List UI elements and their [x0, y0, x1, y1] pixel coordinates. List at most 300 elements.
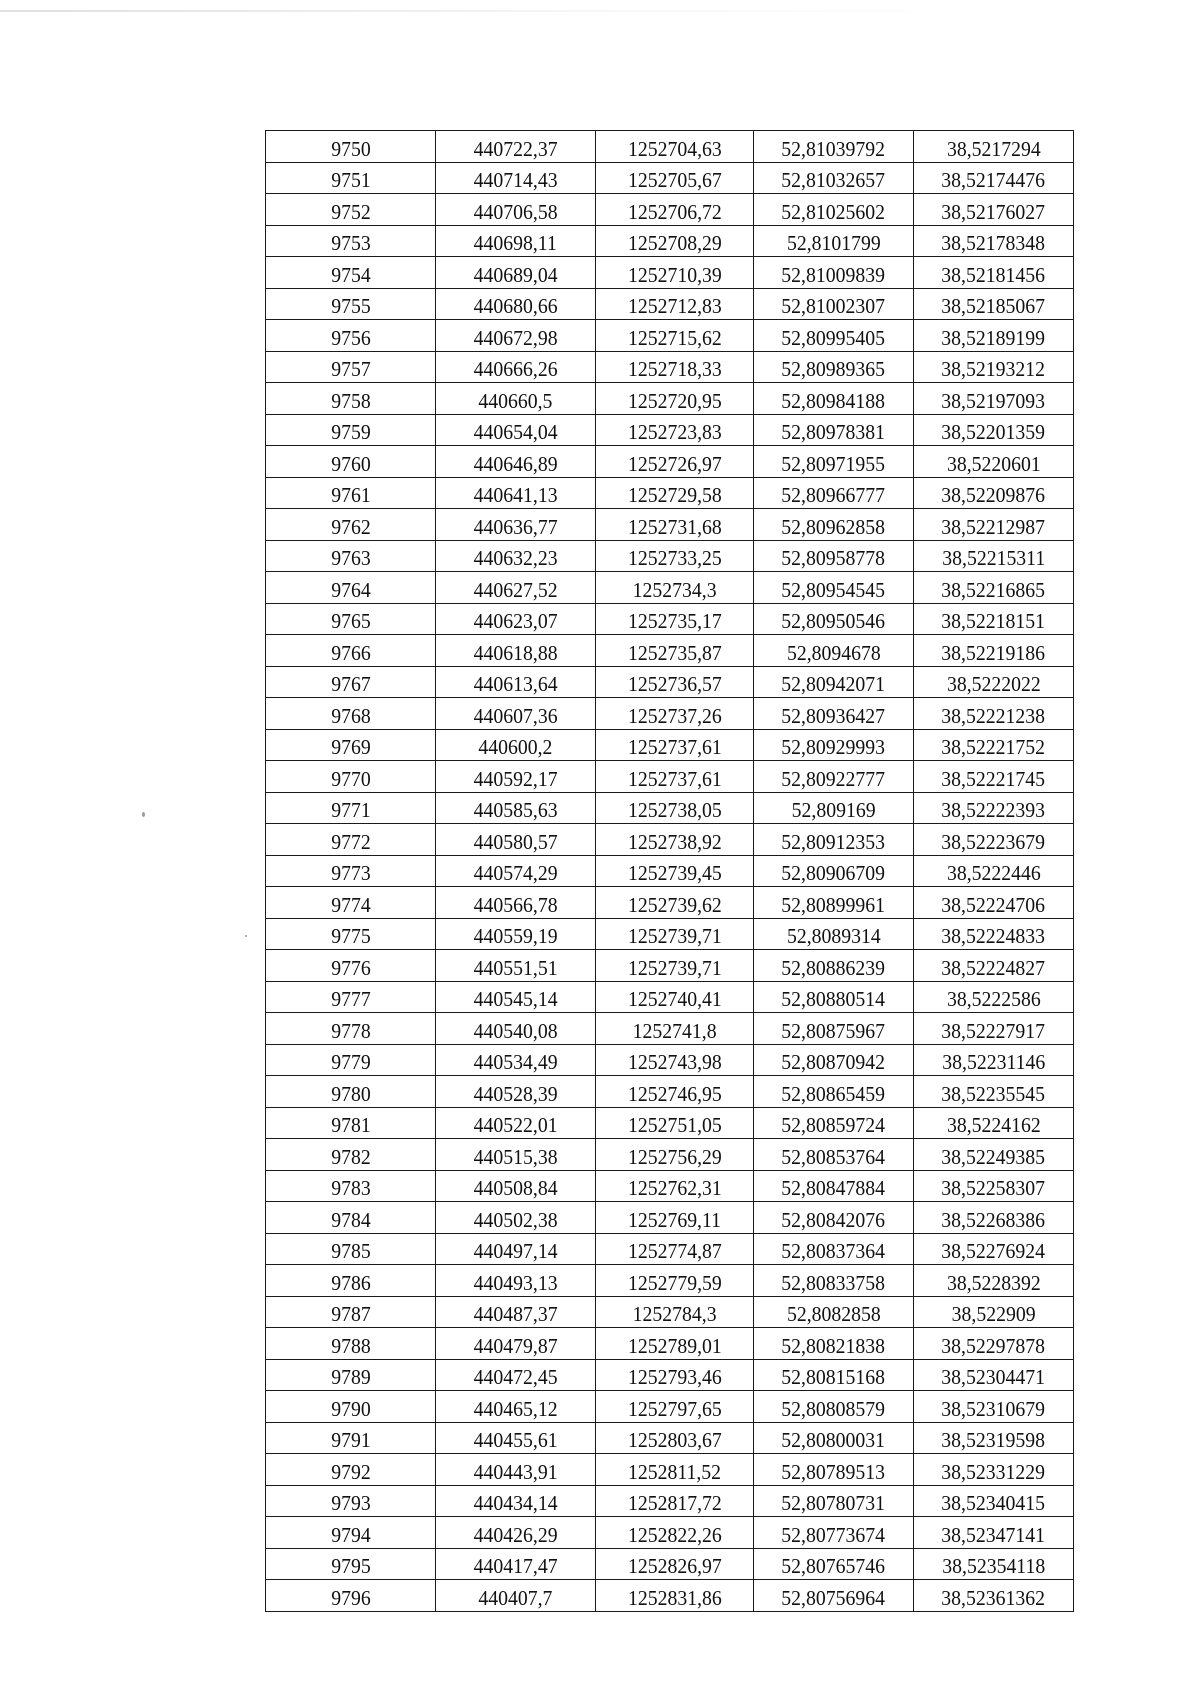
latitude-cell [754, 1580, 914, 1612]
cell-text: 1252751,05 [627, 1113, 722, 1137]
latitude-cell [754, 572, 914, 604]
point-number-cell [266, 1422, 436, 1454]
x-coordinate-cell [436, 1422, 596, 1454]
cell-text: 52,80859724 [781, 1113, 886, 1137]
latitude-cell [754, 792, 914, 824]
cell-text: 9760 [330, 451, 371, 476]
table-row [266, 1233, 1074, 1265]
latitude-cell [754, 887, 914, 919]
point-number-cell [266, 666, 436, 698]
cell-text: 9786 [330, 1270, 371, 1295]
cell-text: 440600,2 [478, 735, 553, 759]
cell-text: 38,52222393 [941, 798, 1046, 822]
latitude-cell [754, 477, 914, 509]
cell-text: 38,52219186 [941, 640, 1046, 665]
latitude-cell [754, 698, 914, 730]
y-coordinate-cell [596, 540, 754, 572]
y-coordinate-cell [596, 194, 754, 226]
point-number-cell [266, 792, 436, 824]
latitude-cell [754, 414, 914, 446]
cell-text: 9785 [330, 1239, 371, 1263]
cell-text: 440623,07 [473, 609, 558, 633]
cell-text: 440706,58 [473, 199, 558, 224]
cell-text: 52,80962858 [781, 514, 886, 539]
x-coordinate-cell [436, 1548, 596, 1580]
latitude-cell [754, 950, 914, 982]
longitude-cell [914, 572, 1074, 604]
cell-text: 9783 [330, 1176, 371, 1200]
cell-text: 38,52224827 [941, 955, 1046, 980]
cell-text: 440680,66 [473, 294, 558, 318]
cell-text: 52,8101799 [786, 231, 881, 255]
cell-text: 440493,13 [473, 1270, 558, 1295]
point-number-cell [266, 383, 436, 415]
longitude-cell [914, 824, 1074, 856]
cell-text: 38,52215311 [942, 546, 1045, 570]
cell-text: 440417,47 [473, 1554, 558, 1578]
table-row [266, 729, 1074, 761]
longitude-cell [914, 288, 1074, 320]
cell-text: 52,80800031 [781, 1428, 886, 1452]
longitude-cell [914, 1139, 1074, 1171]
longitude-cell [914, 698, 1074, 730]
cell-text: 52,80847884 [781, 1176, 886, 1200]
cell-text: 52,80815168 [781, 1365, 886, 1389]
cell-text: 1252737,61 [627, 735, 722, 759]
x-coordinate-cell [436, 1485, 596, 1517]
latitude-cell [754, 351, 914, 383]
table-row [266, 1328, 1074, 1360]
cell-text: 1252715,62 [627, 325, 722, 350]
cell-text: 1252735,17 [627, 609, 722, 633]
y-coordinate-cell [596, 477, 754, 509]
x-coordinate-cell [436, 383, 596, 415]
cell-text: 440666,26 [473, 357, 558, 381]
table-row [266, 383, 1074, 415]
cell-text: 440672,98 [473, 325, 558, 350]
latitude-cell [754, 383, 914, 415]
cell-text: 1252817,72 [627, 1491, 722, 1515]
x-coordinate-cell [436, 257, 596, 289]
x-coordinate-cell [436, 698, 596, 730]
y-coordinate-cell [596, 1454, 754, 1486]
longitude-cell [914, 1328, 1074, 1360]
cell-text: 9761 [330, 483, 371, 507]
y-coordinate-cell [596, 1422, 754, 1454]
cell-text: 1252746,95 [627, 1081, 722, 1106]
point-number-cell [266, 414, 436, 446]
cell-text: 38,52185067 [941, 294, 1046, 318]
cell-text: 9791 [330, 1428, 371, 1452]
cell-text: 38,52174476 [941, 168, 1046, 192]
table-row [266, 1422, 1074, 1454]
cell-text: 1252734,3 [632, 577, 717, 602]
cell-text: 440465,12 [473, 1396, 558, 1421]
table-row [266, 446, 1074, 478]
x-coordinate-cell [436, 1265, 596, 1297]
cell-text: 9757 [330, 357, 371, 381]
cell-text: 440592,17 [473, 766, 558, 791]
x-coordinate-cell [436, 603, 596, 635]
y-coordinate-cell [596, 761, 754, 793]
cell-text: 38,5222586 [946, 987, 1041, 1011]
cell-text: 52,80984188 [781, 388, 886, 413]
cell-text: 38,52310679 [941, 1396, 1046, 1421]
cell-text: 38,52268386 [941, 1207, 1046, 1232]
table-row [266, 918, 1074, 950]
point-number-cell [266, 1517, 436, 1549]
cell-text: 440654,04 [473, 420, 558, 444]
y-coordinate-cell [596, 1076, 754, 1108]
latitude-cell [754, 162, 914, 194]
x-coordinate-cell [436, 1202, 596, 1234]
table-row [266, 131, 1074, 163]
y-coordinate-cell [596, 1139, 754, 1171]
longitude-cell [914, 1454, 1074, 1486]
table-row [266, 1265, 1074, 1297]
cell-text: 1252705,67 [627, 168, 722, 192]
longitude-cell [914, 1485, 1074, 1517]
cell-text: 9756 [330, 325, 371, 350]
x-coordinate-cell [436, 1391, 596, 1423]
latitude-cell [754, 288, 914, 320]
point-number-cell [266, 320, 436, 352]
latitude-cell [754, 1422, 914, 1454]
x-coordinate-cell [436, 1359, 596, 1391]
table-row [266, 635, 1074, 667]
cell-text: 52,80842076 [781, 1207, 886, 1232]
x-coordinate-cell [436, 887, 596, 919]
latitude-cell [754, 1013, 914, 1045]
point-number-cell [266, 1454, 436, 1486]
latitude-cell [754, 225, 914, 257]
y-coordinate-cell [596, 414, 754, 446]
cell-text: 38,5220601 [946, 451, 1041, 476]
x-coordinate-cell [436, 540, 596, 572]
y-coordinate-cell [596, 1202, 754, 1234]
latitude-cell [754, 1265, 914, 1297]
x-coordinate-cell [436, 855, 596, 887]
longitude-cell [914, 1265, 1074, 1297]
y-coordinate-cell [596, 635, 754, 667]
longitude-cell [914, 194, 1074, 226]
y-coordinate-cell [596, 918, 754, 950]
y-coordinate-cell [596, 1296, 754, 1328]
table-row [266, 792, 1074, 824]
point-number-cell [266, 1076, 436, 1108]
longitude-cell [914, 666, 1074, 698]
longitude-cell [914, 414, 1074, 446]
cell-text: 52,80929993 [781, 735, 886, 759]
y-coordinate-cell [596, 981, 754, 1013]
point-number-cell [266, 1391, 436, 1423]
cell-text: 38,52231146 [942, 1050, 1045, 1074]
cell-text: 440497,14 [473, 1239, 558, 1263]
cell-text: 52,81039792 [781, 136, 886, 161]
y-coordinate-cell [596, 288, 754, 320]
longitude-cell [914, 1170, 1074, 1202]
cell-text: 1252718,33 [627, 357, 722, 381]
cell-text: 52,80966777 [781, 483, 886, 507]
latitude-cell [754, 729, 914, 761]
cell-text: 9768 [330, 703, 371, 728]
table-row [266, 194, 1074, 226]
cell-text: 440559,19 [473, 924, 558, 948]
point-number-cell [266, 603, 436, 635]
cell-text: 1252740,41 [627, 987, 722, 1011]
latitude-cell [754, 320, 914, 352]
point-number-cell [266, 1580, 436, 1612]
y-coordinate-cell [596, 572, 754, 604]
table-row [266, 950, 1074, 982]
cell-text: 52,80950546 [781, 609, 886, 633]
x-coordinate-cell [436, 225, 596, 257]
y-coordinate-cell [596, 1485, 754, 1517]
cell-text: 52,80880514 [781, 987, 886, 1011]
cell-text: 9763 [330, 546, 371, 570]
y-coordinate-cell [596, 351, 754, 383]
cell-text: 52,809169 [791, 798, 876, 822]
longitude-cell [914, 225, 1074, 257]
cell-text: 38,52212987 [941, 514, 1046, 539]
cell-text: 440540,08 [473, 1018, 558, 1043]
coordinates-table-body [266, 131, 1074, 1612]
longitude-cell [914, 383, 1074, 415]
point-number-cell [266, 918, 436, 950]
cell-text: 1252737,61 [627, 766, 722, 791]
cell-text: 52,80765746 [781, 1554, 886, 1578]
cell-text: 9789 [330, 1365, 371, 1389]
point-number-cell [266, 698, 436, 730]
latitude-cell [754, 257, 914, 289]
y-coordinate-cell [596, 1107, 754, 1139]
cell-text: 9777 [330, 987, 371, 1011]
cell-text: 38,5228392 [946, 1270, 1041, 1295]
cell-text: 38,52221745 [941, 766, 1046, 791]
latitude-cell [754, 635, 914, 667]
longitude-cell [914, 131, 1074, 163]
x-coordinate-cell [436, 1076, 596, 1108]
table-row [266, 162, 1074, 194]
cell-text: 52,80971955 [781, 451, 886, 476]
cell-text: 1252729,58 [627, 483, 722, 507]
latitude-cell [754, 603, 914, 635]
cell-text: 52,80995405 [781, 325, 886, 350]
cell-text: 1252710,39 [627, 262, 722, 287]
cell-text: 9793 [330, 1491, 371, 1515]
cell-text: 440689,04 [473, 262, 558, 287]
cell-text: 9772 [330, 829, 371, 854]
x-coordinate-cell [436, 572, 596, 604]
latitude-cell [754, 761, 914, 793]
cell-text: 9773 [330, 861, 371, 885]
cell-text: 52,80833758 [781, 1270, 886, 1295]
cell-text: 9790 [330, 1396, 371, 1421]
cell-text: 1252738,92 [627, 829, 722, 854]
cell-text: 38,52276924 [941, 1239, 1046, 1263]
cell-text: 52,80865459 [781, 1081, 886, 1106]
cell-text: 52,80780731 [781, 1491, 886, 1515]
longitude-cell [914, 1044, 1074, 1076]
cell-text: 9771 [330, 798, 371, 822]
x-coordinate-cell [436, 288, 596, 320]
x-coordinate-cell [436, 1328, 596, 1360]
cell-text: 9781 [330, 1113, 371, 1137]
longitude-cell [914, 320, 1074, 352]
latitude-cell [754, 1107, 914, 1139]
latitude-cell [754, 1233, 914, 1265]
y-coordinate-cell [596, 257, 754, 289]
cell-text: 38,52193212 [941, 357, 1046, 381]
longitude-cell [914, 1296, 1074, 1328]
latitude-cell [754, 509, 914, 541]
latitude-cell [754, 540, 914, 572]
cell-text: 1252797,65 [627, 1396, 722, 1421]
table-row [266, 1076, 1074, 1108]
point-number-cell [266, 225, 436, 257]
scan-speck [142, 812, 145, 817]
cell-text: 9767 [330, 672, 371, 696]
cell-text: 1252737,26 [627, 703, 722, 728]
latitude-cell [754, 1328, 914, 1360]
cell-text: 440580,57 [473, 829, 558, 854]
point-number-cell [266, 509, 436, 541]
table-row [266, 887, 1074, 919]
point-number-cell [266, 1233, 436, 1265]
cell-text: 9792 [330, 1459, 371, 1484]
longitude-cell [914, 603, 1074, 635]
table-row [266, 1296, 1074, 1328]
cell-text: 440574,29 [473, 861, 558, 885]
cell-text: 440722,37 [473, 136, 558, 161]
cell-text: 440443,91 [473, 1459, 558, 1484]
table-row [266, 1454, 1074, 1486]
table-row [266, 414, 1074, 446]
table-row [266, 1580, 1074, 1612]
cell-text: 440426,29 [473, 1522, 558, 1547]
x-coordinate-cell [436, 729, 596, 761]
cell-text: 38,52181456 [941, 262, 1046, 287]
cell-text: 1252793,46 [627, 1365, 722, 1389]
y-coordinate-cell [596, 887, 754, 919]
cell-text: 38,5224162 [946, 1113, 1041, 1137]
cell-text: 440636,77 [473, 514, 558, 539]
x-coordinate-cell [436, 414, 596, 446]
y-coordinate-cell [596, 1391, 754, 1423]
latitude-cell [754, 1454, 914, 1486]
x-coordinate-cell [436, 792, 596, 824]
cell-text: 1252811,52 [627, 1459, 722, 1484]
cell-text: 9775 [330, 924, 371, 948]
cell-text: 1252704,63 [627, 136, 722, 161]
latitude-cell [754, 1517, 914, 1549]
y-coordinate-cell [596, 698, 754, 730]
cell-text: 1252736,57 [627, 672, 722, 696]
cell-text: 1252706,72 [627, 199, 722, 224]
latitude-cell [754, 666, 914, 698]
point-number-cell [266, 162, 436, 194]
latitude-cell [754, 1076, 914, 1108]
latitude-cell [754, 855, 914, 887]
point-number-cell [266, 131, 436, 163]
longitude-cell [914, 1076, 1074, 1108]
x-coordinate-cell [436, 1296, 596, 1328]
table-row [266, 1359, 1074, 1391]
longitude-cell [914, 1013, 1074, 1045]
cell-text: 38,52216865 [941, 577, 1046, 602]
longitude-cell [914, 1359, 1074, 1391]
table-row [266, 1485, 1074, 1517]
cell-text: 38,52176027 [941, 199, 1046, 224]
x-coordinate-cell [436, 1013, 596, 1045]
latitude-cell [754, 1296, 914, 1328]
y-coordinate-cell [596, 855, 754, 887]
cell-text: 1252708,29 [627, 231, 722, 255]
point-number-cell [266, 887, 436, 919]
cell-text: 440479,87 [473, 1333, 558, 1358]
table-row [266, 1202, 1074, 1234]
cell-text: 38,52361362 [941, 1585, 1046, 1610]
latitude-cell [754, 194, 914, 226]
cell-text: 1252726,97 [627, 451, 722, 476]
latitude-cell [754, 446, 914, 478]
cell-text: 38,52221238 [941, 703, 1046, 728]
cell-text: 9755 [330, 294, 371, 318]
cell-text: 52,80886239 [781, 955, 886, 980]
table-row [266, 509, 1074, 541]
y-coordinate-cell [596, 729, 754, 761]
latitude-cell [754, 1359, 914, 1391]
table-row [266, 1391, 1074, 1423]
cell-text: 1252831,86 [627, 1585, 722, 1610]
x-coordinate-cell [436, 635, 596, 667]
y-coordinate-cell [596, 666, 754, 698]
longitude-cell [914, 257, 1074, 289]
point-number-cell [266, 1328, 436, 1360]
table-row [266, 1517, 1074, 1549]
table-row [266, 1139, 1074, 1171]
cell-text: 52,80756964 [781, 1585, 886, 1610]
cell-text: 52,81025602 [781, 199, 886, 224]
cell-text: 440434,14 [473, 1491, 558, 1515]
longitude-cell [914, 1580, 1074, 1612]
latitude-cell [754, 1391, 914, 1423]
cell-text: 52,80773674 [781, 1522, 886, 1547]
y-coordinate-cell [596, 792, 754, 824]
cell-text: 440607,36 [473, 703, 558, 728]
cell-text: 38,5222022 [946, 672, 1041, 696]
point-number-cell [266, 1265, 436, 1297]
x-coordinate-cell [436, 194, 596, 226]
cell-text: 9750 [330, 136, 371, 161]
longitude-cell [914, 761, 1074, 793]
table-row [266, 698, 1074, 730]
point-number-cell [266, 1548, 436, 1580]
longitude-cell [914, 1202, 1074, 1234]
scan-speck [245, 935, 247, 937]
cell-text: 52,80922777 [781, 766, 886, 791]
cell-text: 440522,01 [473, 1113, 558, 1137]
cell-text: 38,52297878 [941, 1333, 1046, 1358]
cell-text: 440508,84 [473, 1176, 558, 1200]
point-number-cell [266, 1013, 436, 1045]
x-coordinate-cell [436, 131, 596, 163]
latitude-cell [754, 1139, 914, 1171]
longitude-cell [914, 446, 1074, 478]
cell-text: 1252762,31 [627, 1176, 722, 1200]
y-coordinate-cell [596, 1548, 754, 1580]
longitude-cell [914, 887, 1074, 919]
